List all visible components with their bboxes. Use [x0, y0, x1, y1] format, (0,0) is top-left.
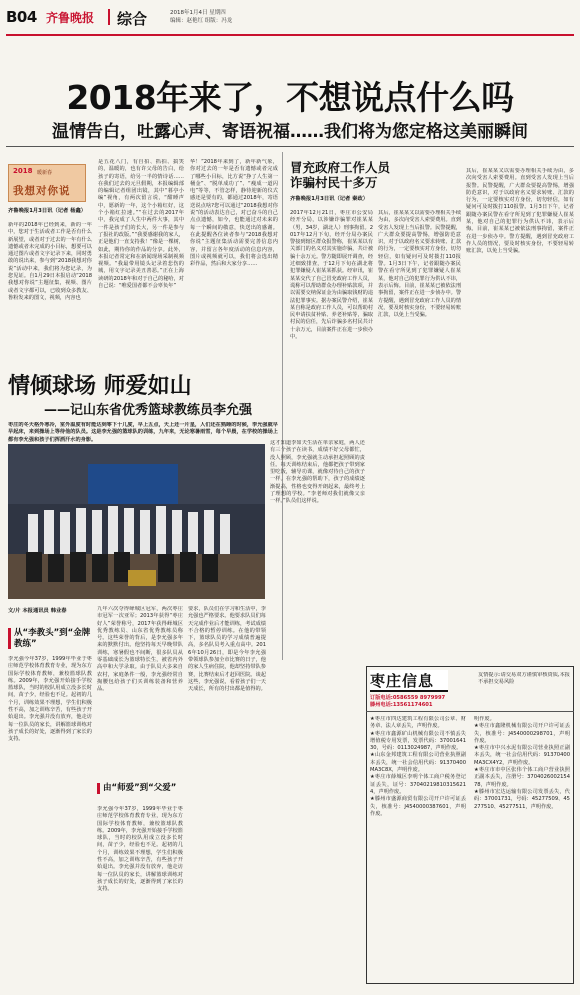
headline-rule [6, 146, 574, 147]
gov-col2: 其后，崔某某又以需要办理相关手续为由，多次向受害人索要费用。直到受害人发现上当后报警。民警提醒，广大群众要提高警惕，增强防范意识，对于以政府名义要求转账、汇款的行为，一定要核实对方身份，切勿轻信，如有疑问可及时拨打110报警。1月3日下午，记者跟随办案民警在看守所见到了犯罪嫌疑人崔某某，他对自己的犯罪行为供认不讳，表示后悔。目前，崔某某已被依法刑事拘留，案件正在进一步侦办中。警方提醒，遇到冒充政府工作人员的情况，要及时核实身份，不要轻易转账汇款，以免上当受骗。 [378, 210, 461, 319]
coach-intro: 枣庄的冬天格外寒冷，室外温度有时能达到零下十几度，早上五点，天上还一片星，人们还在熟睡的时候，李允强就早早起床，来到操场上等待他的队员。这是李允强的篮球队的训练，九年来，无论寒暑雨雪，每个早晨，在学校的操场上都有李允强和孩子们挥洒汗水的身影。 [8, 422, 278, 442]
ad-item: ★山东金邦建筑工程有限公司营业执照副本丢失，统一社会信用代码：91370400MA3C8X，声明作废。 [370, 752, 466, 774]
page-number: B04 [6, 8, 37, 26]
badge-year: 2018 [13, 167, 33, 175]
classified-rule [366, 711, 574, 712]
badge-title: 我想对你说 [13, 185, 71, 197]
divider [108, 9, 110, 25]
gov-headline-l1: 冒充政府工作人员 [290, 160, 391, 175]
ad-item: ★枣庄市鑫隆机械有限公司开户许可证丢失，核准号：J4540000298701，声明作废。 [474, 723, 570, 744]
classified-list-right [474, 716, 570, 981]
editor-credit: 编辑：赵艳红 组版：冯龙 [170, 17, 233, 24]
lead-col3: 华！”2018年来到了，新年新气象，你对过去的一年是否有遗憾或者完成了哪些小目标，比方说“挣了人生第一桶金”、“脱单成功了”、“瘦成一道闪电”等等，不管怎样，静待迎新的仪式感还是要有的，都通过2018年，寄语送说点啥?您可以通过“2018我想对你说”的活动表达自己，对已奋斗的自己点点遗憾，如今，也能通过对未来的每一个瞬间的敬意，快送出的感谢。在此提醒各位读者参与“2018我想对你说”主题征集活动需要完善信息内容，并留言各年度活动的信息内容，图片或视频就可以，我们将会选出精彩作品，然后和大家分享…… [190, 159, 278, 268]
gov-col1: 2017年12月21日，枣庄市公安局经开分局，以涉嫌诈骗罪对崔某某（男，34岁，湖北人）刑事拘留。2017年12月下旬，经开分局办案民警接到辖区群众报警称，崔某某以有关部门的名义对其实施诈骗，共计被骗十余万元。警方随即展开调查，经过细致排查，于12月下旬在湖北将犯罪嫌疑人崔某某抓获。经审讯，崔某某交代了自己冒充政府工作人员，谎称可以帮助群众办理补贴款项，并以需要交纳保证金为由骗取钱财的违法犯罪事实。据办案民警介绍，崔某某自称是政府工作人员，可以帮助村民申请扶贫补贴、养老补贴等，骗取村民的信任，先后诈骗多名村民共计十余万元，目前案件正在进一步侦办中。 [290, 210, 373, 341]
gov-dateline: 齐鲁晚报1月3日讯（记者 秦政） [290, 196, 369, 202]
ad-item: ★枣庄市中兴水泥有限公司营业执照正副本丢失，统一社会信用代码：91370400MA3CX4Y2，声明作废。 [474, 745, 570, 766]
lead-col1: 新年的2018年已经到来，新的一年中，您对于生活或者工作是否有什么新展望，或者对于过去的一年有什么遗憾或者未完成的小目标，想要可以通过图片或者文字记录下来，同时勇敢的说出来，参与到“2018我想对你说”活动中来，我们将为您记录，为您见证。自1月29日本报启动“2018我想对你说”主题征集，视频、图片或者文字都可以，已收到众多教友、鲁粉发来的图文，视频，内容也 [8, 222, 92, 301]
ad-item: ★滕州市宏达运输有限公司发票丢失，代码：37001731，号码：45277509、45277510、45277511，声明作废。 [474, 788, 570, 810]
issue-meta [170, 10, 232, 25]
ad-item: ★枣庄市市中区张伟个体工商户营业执照正副本丢失，注册号：370402600215478，声明作废。 [474, 767, 570, 788]
coach-col3: 这才知道李如夫生活在单亲家庭，两人还有三个孩子在读书，成绩不好父母都忙，没人照顾，李允强就主动承担起照顾的责任。每天训练结束后，他都把孩子带到家里吃饭，辅导功课，就像对待自己的孩子一样。在李允强的帮助下，孩子的成绩逐渐提高，性格也变得开朗起来，最终考上了理想的学校。“李老师对我们就像父亲一样。”队员们这样说。 [270, 440, 365, 505]
main-subhead: 温情告白，吐露心声、寄语祝福……我们将为您定格这美丽瞬间 [52, 122, 528, 142]
phone-tengzhou: 滕州电话:13561174601 [370, 702, 433, 708]
coach-subtitle: ——记山东省优秀篮球教练员李允强 [44, 403, 253, 418]
lead-dateline: 齐鲁晚报1月3日讯（记者 杨鑫） [8, 208, 87, 214]
section-name: 综合 [117, 10, 148, 28]
phone-zaozhuang: 订版电话:0586559 8979997 [370, 695, 446, 701]
lead-col2: 是五花八门，有自拍、抓拍、搞笑的，温暖的，也有许父母的告白，给孩子的寄语，给另一半的情诗话……在我们过去的元旦假期，本报编辑部的编辑记者组团出镜，其中“暮亭小编”视角，有两次留言说，“酣睡声中，愿新的一年，这个小箱红好，这个小箱红拉速。”“在过去的2017年中，我完成了人生中两件大事，其中一件是孩子们的长大，另一件是参与了报社的改版。”“我要感谢我的家人，正是他们一直支持我！”像是一棵树，如此，期待你的作品的分享。此外，本报记者常定和在新闻现场采制视频视频。“我最带用镜头记录着悲伤的城，用文字记录美丑善恶。”正在上海读研的2018年和对于自己的秘哈，对自己说：“唯爱国者都不会辜负年” [98, 159, 184, 290]
classified-list-left [370, 716, 466, 981]
gov-headline-l2: 诈骗村民十多万 [290, 175, 378, 190]
classified-phones [370, 695, 470, 709]
coach-headline: 情倾球场 师爱如山 [8, 374, 192, 399]
coach-col2b: 李允强今年37岁，1999年毕业于枣庄师范学校体育教育专业，现为东方国际学校体育教师，兼校篮球队教练。2009年，李允强开始接手学校篮球队，当时的校队用成立没多长时间，苗子少，经验也不足。起初的几个月，训练效果不理想，学生们积极性不高，加之训练辛苦，有些孩子开始退出。李允强并没有放弃，他走访每一位队员的家长，讲解篮球训练对孩子成长的好处，逐渐得到了家长的支持。 [97, 806, 183, 893]
classified-title: 枣庄信息 [370, 670, 448, 692]
team-photo-image [8, 444, 265, 599]
ad-item: ★枣庄市四达建筑工程有限公司公章、财务章、法人章丢失，声明作废。 [370, 716, 466, 730]
team-photo [8, 444, 265, 599]
coach-col4: 要求，队员们在学习和生活中，李允强也严格要求。他要求队员们每天完成作业后才能训练，考试成绩不合格的暂停训练。在他的带领下，篮球队员的学习成绩普遍提高，多名队员考入重点高中。2016年10月26日，即是今年李允强带领球队参加全市比赛的日子，他的家人生病住院，他却坚持带队参赛，比赛结束后才赶回医院。谈起这些，李允强说，看着孩子们一天天成长，所有的付出都是值得的。 [188, 606, 266, 693]
coach-col1: 李允强今年37岁，1999年毕业于枣庄师范学校体育教育专业，现为东方国际学校体育教师，兼校篮球队教练。2009年，李允强开始接手学校篮球队，当时的校队用成立没多长时间，苗子少，经验也不足。起初的几个月，训练效果不理想，学生们积极性不高，加之训练辛苦，有些孩子开始退出。李允强并没有放弃，他走访每一位队员的家长，讲解篮球训练对孩子成长的好处，逐渐得到了家长的支持。 [8, 656, 92, 743]
coach-byline: 文/片 本报通讯员 韩业春 [8, 608, 67, 614]
coach-subsection-2: 由“师爱”到“父爱” [97, 783, 183, 794]
masthead-rule [6, 34, 574, 36]
gov-col3: 其后，崔某某又以需要办理相关手续为由，多次向受害人索要费用。直到受害人发现上当后报警。民警提醒，广大群众要提高警惕，增强防范意识，对于以政府名义要求转账、汇款的行为，一定要核实对方身份，切勿轻信，如有疑问可及时拨打110报警。1月3日下午，记者跟随办案民警在看守所见到了犯罪嫌疑人崔某某，他对自己的犯罪行为供认不讳，表示后悔。目前，崔某某已被依法刑事拘留，案件正在进一步侦办中。警方提醒，遇到冒充政府工作人员的情况，要及时核实身份，不要轻易转账汇款，以免上当受骗。 [466, 168, 574, 255]
newspaper-logo: 齐鲁晚报 [46, 11, 95, 25]
ad-item: ★枣庄市薛城区李明个体工商户税务登记证丢失，证号：370402198103156214，声明作废。 [370, 774, 466, 795]
coach-col2: 九年六次夺得峄城区冠军，两次枣庄市冠军一次亚军；2013年获得“枣庄好人”荣誉称号，2017年获得峄城区优秀教练员、山东省优秀教练员称号。这些荣誉的背后，是李允强多年来的默默付出。他坚持每天早晚带队训练，寒暑假也不间断，很多队员从零基础成长为篮球特长生，被省内外高中和大学录取。由于队员大多来自农村，家庭条件一般，李允强经常自掏腰包给孩子们买训练装备和营养品。 [97, 606, 183, 693]
ad-item: ★枣庄市鑫源矿山机械有限公司不慎丢失增值税专用发票，发票代码：3700164130，号码：0113024987，声明作废。 [370, 730, 466, 752]
main-headline: 2018年来了，不想说点什么吗 [66, 78, 514, 117]
ad-item: 明作废。 [474, 716, 495, 722]
issue-date: 2018年1月4日 星期四 [170, 10, 226, 16]
campaign-badge [8, 164, 86, 202]
ad-item: ★滕州市盛源商贸有限公司开户许可证丢失，核准号：J4540000387601，声明作废。 [370, 796, 466, 817]
classified-notice: 友情提示:请交易双方谨慎审核资质,本报不承担交易风险 [478, 672, 570, 686]
coach-subsection-1: 从“李教头”到“金牌教练” [8, 628, 92, 649]
badge-small: 暖新春 [37, 170, 53, 176]
